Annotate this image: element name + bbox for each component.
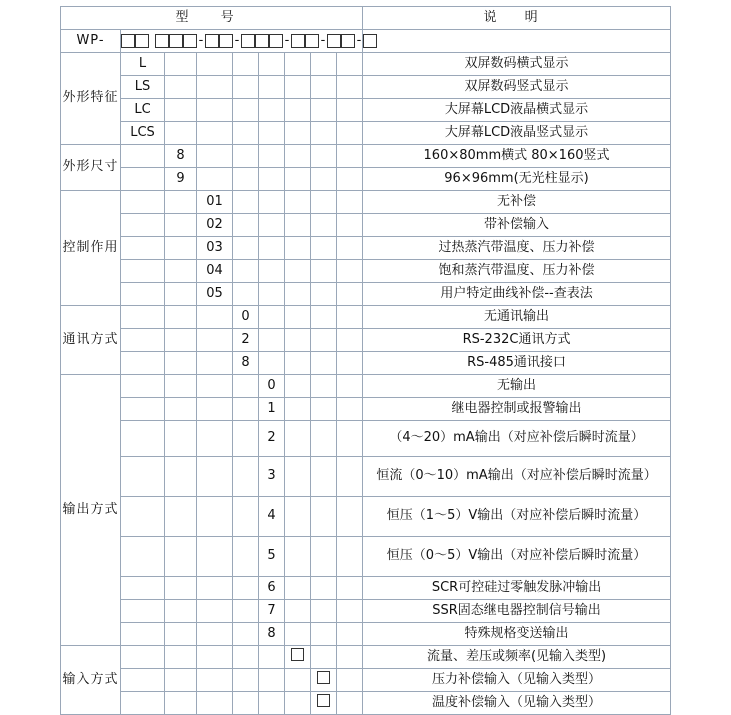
description-cell: 恒压（0～5）V输出（对应补偿后瞬时流量） [363, 537, 671, 577]
spacer-cell [285, 497, 311, 537]
table-row [61, 145, 671, 168]
spacer-cell [233, 76, 259, 99]
spacer-cell [285, 191, 311, 214]
checkbox-icon [317, 671, 330, 684]
spacer-cell [233, 577, 259, 600]
spacer-cell [121, 214, 165, 237]
spacer-cell [165, 375, 197, 398]
spacer-cell [285, 53, 311, 76]
table-row [61, 99, 671, 122]
spacer-cell [165, 76, 197, 99]
table-row [61, 168, 671, 191]
spacer-cell [233, 600, 259, 623]
spacer-cell [285, 457, 311, 497]
code-cell: 04 [197, 260, 233, 283]
code-box [219, 34, 233, 48]
spacer-cell [165, 537, 197, 577]
spacer-cell [197, 53, 233, 76]
category-appearance: 外形特征 [61, 53, 121, 145]
spacer-cell [311, 214, 337, 237]
spacer-cell [337, 457, 363, 497]
spacer-cell [121, 191, 165, 214]
code-cell: 8 [165, 145, 197, 168]
table-row [61, 623, 671, 646]
description-cell: 流量、差压或频率(见输入类型) [363, 646, 671, 669]
code-cell-box [311, 669, 337, 692]
description-cell: 用户特定曲线补偿--查表法 [363, 283, 671, 306]
code-cell: 01 [197, 191, 233, 214]
code-cell: L [121, 53, 165, 76]
description-cell: 饱和蒸汽带温度、压力补偿 [363, 260, 671, 283]
spacer-cell [311, 537, 337, 577]
spacer-cell [337, 577, 363, 600]
table-row [61, 76, 671, 99]
pattern-desc-blank [363, 30, 671, 53]
spacer-cell [337, 600, 363, 623]
description-cell: SSR固态继电器控制信号输出 [363, 600, 671, 623]
description-cell: 96×96mm(无光柱显示) [363, 168, 671, 191]
spacer-cell [311, 168, 337, 191]
model-code-pattern: - - - - - [121, 30, 363, 53]
code-cell: 0 [259, 375, 285, 398]
spacer-cell [311, 283, 337, 306]
spacer-cell [337, 329, 363, 352]
spacer-cell [259, 214, 285, 237]
table-row [61, 237, 671, 260]
spacer-cell [311, 577, 337, 600]
description-cell: 大屏幕LCD液晶横式显示 [363, 99, 671, 122]
spacer-cell [259, 76, 285, 99]
spacer-cell [197, 122, 233, 145]
spacer-cell [337, 237, 363, 260]
spacer-cell [197, 623, 233, 646]
code-cell: 0 [233, 306, 259, 329]
spacer-cell [165, 497, 197, 537]
spacer-cell [259, 329, 285, 352]
spacer-cell [165, 99, 197, 122]
spacer-cell [311, 306, 337, 329]
description-cell: RS-485通讯接口 [363, 352, 671, 375]
spacer-cell [259, 283, 285, 306]
spacer-cell [311, 398, 337, 421]
description-cell: 无输出 [363, 375, 671, 398]
spacer-cell [121, 497, 165, 537]
spacer-cell [121, 352, 165, 375]
spacer-cell [233, 191, 259, 214]
spacer-cell [197, 669, 233, 692]
table-row [61, 669, 671, 692]
spacer-cell [197, 306, 233, 329]
spacer-cell [165, 191, 197, 214]
code-cell: 7 [259, 600, 285, 623]
category-output: 输出方式 [61, 375, 121, 646]
spacer-cell [233, 692, 259, 715]
spacer-cell [285, 669, 311, 692]
spacer-cell [285, 168, 311, 191]
spacer-cell [233, 99, 259, 122]
model-pattern-row [61, 30, 671, 53]
spacer-cell [259, 145, 285, 168]
spacer-cell [165, 260, 197, 283]
table-row [61, 497, 671, 537]
description-cell: 大屏幕LCD液晶竖式显示 [363, 122, 671, 145]
spacer-cell [165, 237, 197, 260]
spacer-cell [165, 669, 197, 692]
page-container [0, 6, 731, 710]
spacer-cell [285, 329, 311, 352]
spacer-cell [121, 237, 165, 260]
spacer-cell [285, 577, 311, 600]
spacer-cell [121, 692, 165, 715]
code-box [135, 34, 149, 48]
spacer-cell [285, 398, 311, 421]
spacer-cell [337, 76, 363, 99]
table-row [61, 191, 671, 214]
description-cell: 160×80mm横式 80×160竖式 [363, 145, 671, 168]
spacer-cell [285, 421, 311, 457]
spacer-cell [311, 352, 337, 375]
spacer-cell [311, 600, 337, 623]
spacer-cell [165, 53, 197, 76]
spacer-cell [337, 623, 363, 646]
spacer-cell [259, 53, 285, 76]
spacer-cell [197, 76, 233, 99]
spacer-cell [121, 398, 165, 421]
description-cell: SCR可控硅过零触发脉冲输出 [363, 577, 671, 600]
table-row [61, 398, 671, 421]
spacer-cell [233, 421, 259, 457]
spacer-cell [165, 398, 197, 421]
spacer-cell [311, 375, 337, 398]
code-cell: LCS [121, 122, 165, 145]
spacer-cell [337, 352, 363, 375]
table-row [61, 600, 671, 623]
description-cell: 双屏数码横式显示 [363, 53, 671, 76]
spacer-cell [311, 260, 337, 283]
code-cell: 02 [197, 214, 233, 237]
spacer-cell [121, 145, 165, 168]
description-cell: 温度补偿输入（见输入类型） [363, 692, 671, 715]
table-row [61, 577, 671, 600]
table-row [61, 214, 671, 237]
spacer-cell [233, 168, 259, 191]
code-box [205, 34, 219, 48]
spacer-cell [285, 145, 311, 168]
spacer-cell [165, 283, 197, 306]
spacer-cell [337, 283, 363, 306]
description-cell: 过热蒸汽带温度、压力补偿 [363, 237, 671, 260]
code-cell-box [285, 646, 311, 669]
spacer-cell [259, 352, 285, 375]
spacer-cell [311, 99, 337, 122]
spacer-cell [337, 398, 363, 421]
spacer-cell [337, 99, 363, 122]
code-cell: 8 [233, 352, 259, 375]
spacer-cell [337, 122, 363, 145]
spacer-cell [197, 375, 233, 398]
spacer-cell [337, 214, 363, 237]
table-row [61, 122, 671, 145]
spacer-cell [337, 375, 363, 398]
spacer-cell [285, 237, 311, 260]
spacer-cell [121, 260, 165, 283]
description-cell: 特殊规格变送输出 [363, 623, 671, 646]
table-row [61, 329, 671, 352]
code-cell: 4 [259, 497, 285, 537]
spacer-cell [285, 122, 311, 145]
spacer-cell [259, 99, 285, 122]
checkbox-icon [291, 648, 304, 661]
spacer-cell [285, 260, 311, 283]
spacer-cell [121, 457, 165, 497]
spacer-cell [197, 497, 233, 537]
code-box [291, 34, 305, 48]
spacer-cell [285, 283, 311, 306]
spacer-cell [197, 577, 233, 600]
spacer-cell [121, 669, 165, 692]
code-cell: 5 [259, 537, 285, 577]
spacer-cell [121, 623, 165, 646]
spacer-cell [311, 421, 337, 457]
code-box [241, 34, 255, 48]
code-cell: 6 [259, 577, 285, 600]
spacer-cell [233, 53, 259, 76]
spacer-cell [121, 421, 165, 457]
description-cell: 无补偿 [363, 191, 671, 214]
spacer-cell [121, 306, 165, 329]
code-cell: LS [121, 76, 165, 99]
spacer-cell [285, 352, 311, 375]
spacer-cell [121, 577, 165, 600]
spacer-cell [165, 306, 197, 329]
spacer-cell [259, 237, 285, 260]
table-header-row [61, 7, 671, 30]
spacer-cell [337, 537, 363, 577]
table-row [61, 53, 671, 76]
spacer-cell [311, 329, 337, 352]
spacer-cell [197, 145, 233, 168]
code-box [169, 34, 183, 48]
spacer-cell [337, 692, 363, 715]
spacer-cell [233, 122, 259, 145]
spacer-cell [311, 497, 337, 537]
spacer-cell [259, 168, 285, 191]
spacer-cell [337, 145, 363, 168]
spacer-cell [233, 646, 259, 669]
description-cell: 压力补偿输入（见输入类型） [363, 669, 671, 692]
spacer-cell [197, 600, 233, 623]
code-box [327, 34, 341, 48]
description-cell: 恒流（0～10）mA输出（对应补偿后瞬时流量） [363, 457, 671, 497]
spacer-cell [233, 214, 259, 237]
spacer-cell [233, 537, 259, 577]
spacer-cell [259, 122, 285, 145]
spacer-cell [337, 260, 363, 283]
spacer-cell [197, 99, 233, 122]
spacer-cell [165, 329, 197, 352]
spacer-cell [165, 421, 197, 457]
spacer-cell [311, 237, 337, 260]
spacer-cell [259, 260, 285, 283]
spacer-cell [233, 145, 259, 168]
spacer-cell [197, 457, 233, 497]
table-row [61, 306, 671, 329]
spacer-cell [285, 375, 311, 398]
spacer-cell [233, 497, 259, 537]
spacer-cell [337, 191, 363, 214]
table-row [61, 260, 671, 283]
table-row [61, 646, 671, 669]
code-cell: 1 [259, 398, 285, 421]
spacer-cell [121, 646, 165, 669]
spacer-cell [337, 421, 363, 457]
spacer-cell [311, 122, 337, 145]
category-control: 控制作用 [61, 191, 121, 306]
description-cell: 双屏数码竖式显示 [363, 76, 671, 99]
spacer-cell [259, 646, 285, 669]
header-description: 说 明 [363, 7, 671, 30]
spacer-cell [197, 168, 233, 191]
spacer-cell [233, 669, 259, 692]
spacer-cell [197, 537, 233, 577]
model-spec-table [60, 6, 671, 715]
spacer-cell [233, 237, 259, 260]
spacer-cell [121, 168, 165, 191]
spacer-cell [259, 306, 285, 329]
table-row [61, 352, 671, 375]
table-row [61, 692, 671, 715]
spacer-cell [285, 600, 311, 623]
code-box [255, 34, 269, 48]
spacer-cell [197, 692, 233, 715]
spacer-cell [197, 421, 233, 457]
spacer-cell [285, 537, 311, 577]
code-cell: 2 [233, 329, 259, 352]
spacer-cell [165, 600, 197, 623]
spacer-cell [337, 646, 363, 669]
spacer-cell [165, 214, 197, 237]
spacer-cell [233, 457, 259, 497]
code-cell-box [311, 692, 337, 715]
spacer-cell [285, 214, 311, 237]
description-cell: （4～20）mA输出（对应补偿后瞬时流量） [363, 421, 671, 457]
code-cell: 8 [259, 623, 285, 646]
table-row [61, 375, 671, 398]
spacer-cell [165, 646, 197, 669]
spacer-cell [121, 283, 165, 306]
header-model: 型 号 [61, 7, 363, 30]
table-row [61, 283, 671, 306]
code-box [183, 34, 197, 48]
code-box [121, 34, 135, 48]
spacer-cell [337, 306, 363, 329]
model-prefix-label: WP- [61, 30, 121, 53]
spacer-cell [233, 398, 259, 421]
spacer-cell [197, 398, 233, 421]
spacer-cell [285, 76, 311, 99]
spacer-cell [285, 692, 311, 715]
description-cell: 继电器控制或报警输出 [363, 398, 671, 421]
spacer-cell [311, 623, 337, 646]
spacer-cell [311, 53, 337, 76]
spacer-cell [165, 692, 197, 715]
spacer-cell [337, 53, 363, 76]
code-box [305, 34, 319, 48]
code-cell: 05 [197, 283, 233, 306]
spacer-cell [197, 329, 233, 352]
code-box [155, 34, 169, 48]
category-size: 外形尺寸 [61, 145, 121, 191]
code-box [341, 34, 355, 48]
spacer-cell [285, 623, 311, 646]
spacer-cell [311, 76, 337, 99]
description-cell: RS-232C通讯方式 [363, 329, 671, 352]
code-cell: 03 [197, 237, 233, 260]
spacer-cell [197, 352, 233, 375]
spacer-cell [233, 375, 259, 398]
spacer-cell [337, 669, 363, 692]
category-comm: 通讯方式 [61, 306, 121, 375]
spacer-cell [311, 191, 337, 214]
spacer-cell [233, 283, 259, 306]
spacer-cell [311, 145, 337, 168]
table-row [61, 421, 671, 457]
table-row [61, 537, 671, 577]
spacer-cell [121, 375, 165, 398]
spacer-cell [121, 600, 165, 623]
spacer-cell [259, 191, 285, 214]
spacer-cell [285, 99, 311, 122]
description-cell: 带补偿输入 [363, 214, 671, 237]
spacer-cell [259, 669, 285, 692]
code-cell: LC [121, 99, 165, 122]
spacer-cell [165, 352, 197, 375]
spacer-cell [233, 623, 259, 646]
code-cell: 2 [259, 421, 285, 457]
spacer-cell [311, 457, 337, 497]
spacer-cell [165, 122, 197, 145]
spacer-cell [233, 260, 259, 283]
code-cell: 3 [259, 457, 285, 497]
code-box [269, 34, 283, 48]
spacer-cell [165, 457, 197, 497]
code-cell: 9 [165, 168, 197, 191]
spacer-cell [165, 577, 197, 600]
description-cell: 恒压（1～5）V输出（对应补偿后瞬时流量） [363, 497, 671, 537]
spacer-cell [121, 537, 165, 577]
checkbox-icon [317, 694, 330, 707]
spacer-cell [285, 306, 311, 329]
spacer-cell [337, 168, 363, 191]
spacer-cell [121, 329, 165, 352]
spacer-cell [259, 692, 285, 715]
spacer-cell [337, 497, 363, 537]
table-row [61, 457, 671, 497]
spacer-cell [311, 646, 337, 669]
spacer-cell [197, 646, 233, 669]
spacer-cell [165, 623, 197, 646]
code-box [363, 34, 377, 48]
category-input: 输入方式 [61, 646, 121, 715]
description-cell: 无通讯输出 [363, 306, 671, 329]
